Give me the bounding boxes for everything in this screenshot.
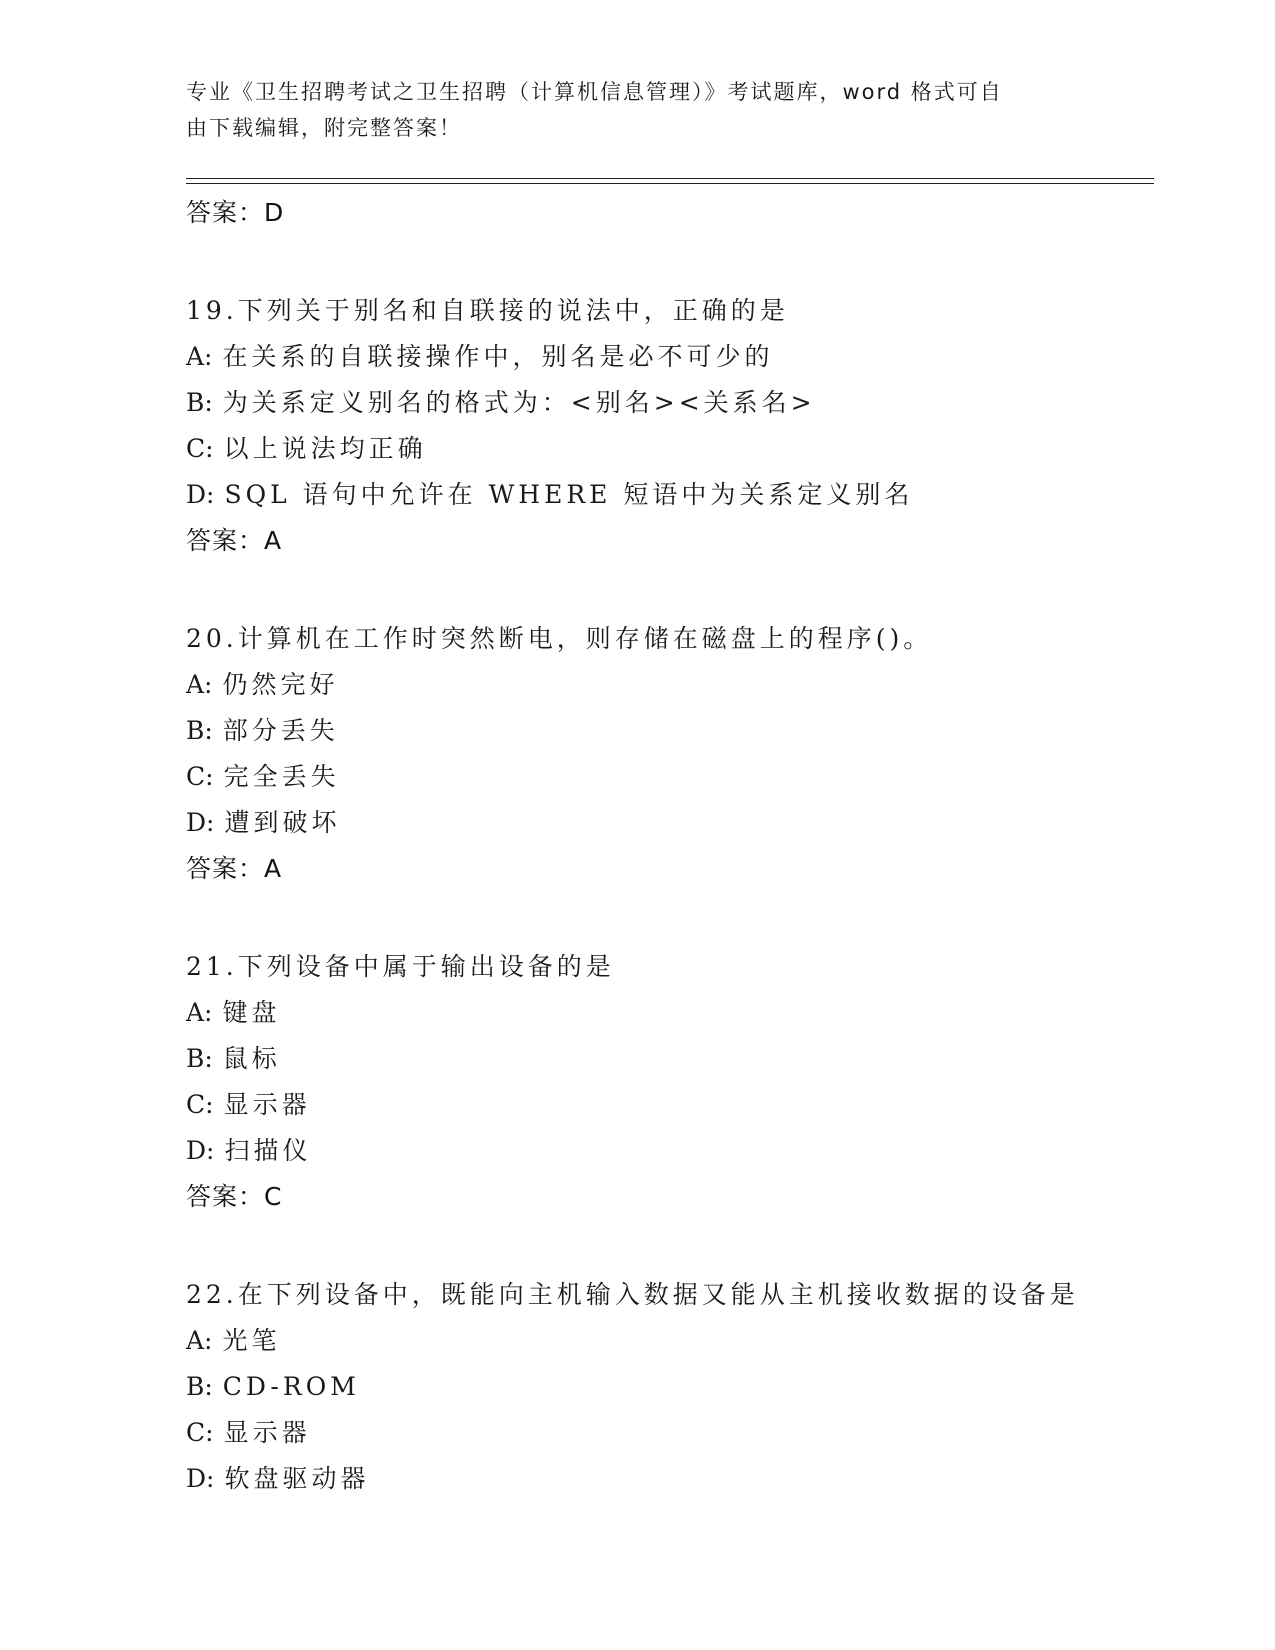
header-line-2: 由下载编辑，附完整答案！ bbox=[186, 116, 462, 140]
option-label: A: bbox=[186, 342, 213, 371]
option-text: 显示器 bbox=[223, 1418, 311, 1447]
question-21 bbox=[186, 944, 1154, 1220]
option-c bbox=[186, 754, 1154, 800]
option-a bbox=[186, 1318, 1154, 1364]
option-label: D: bbox=[186, 1136, 215, 1165]
option-d bbox=[186, 1128, 1154, 1174]
option-b bbox=[186, 380, 1154, 426]
document-header bbox=[186, 74, 1066, 146]
question-stem: 19.下列关于别名和自联接的说法中，正确的是 bbox=[186, 296, 789, 325]
header-divider-bottom bbox=[186, 183, 1154, 184]
option-text: 以上说法均正确 bbox=[223, 434, 427, 463]
option-text: 仍然完好 bbox=[222, 670, 339, 699]
question-stem: 21.下列设备中属于输出设备的是 bbox=[186, 952, 615, 981]
option-b bbox=[186, 1036, 1154, 1082]
option-text: 软盘驱动器 bbox=[224, 1464, 370, 1493]
option-label: B: bbox=[186, 716, 213, 745]
question-19 bbox=[186, 288, 1154, 564]
option-b bbox=[186, 1364, 1154, 1410]
question-stem: 20.计算机在工作时突然断电，则存储在磁盘上的程序()。 bbox=[186, 624, 933, 653]
option-label: D: bbox=[186, 480, 215, 509]
option-text: 在关系的自联接操作中，别名是必不可少的 bbox=[222, 342, 774, 371]
option-label: B: bbox=[186, 388, 213, 417]
option-text: 为关系定义别名的格式为：<别名><关系名> bbox=[222, 388, 816, 417]
option-text: 完全丢失 bbox=[223, 762, 340, 791]
option-label: C: bbox=[186, 434, 214, 463]
option-text: CD-ROM bbox=[222, 1372, 360, 1401]
option-label: C: bbox=[186, 1418, 214, 1447]
option-text: SQL 语句中允许在 WHERE 短语中为关系定义别名 bbox=[224, 480, 914, 509]
answer-line: 答案：C bbox=[186, 1182, 283, 1211]
option-d bbox=[186, 1456, 1154, 1502]
option-label: B: bbox=[186, 1044, 213, 1073]
option-text: 显示器 bbox=[223, 1090, 311, 1119]
question-20 bbox=[186, 616, 1154, 892]
option-label: C: bbox=[186, 762, 214, 791]
option-d bbox=[186, 472, 1154, 518]
option-a bbox=[186, 334, 1154, 380]
option-c bbox=[186, 426, 1154, 472]
option-b bbox=[186, 708, 1154, 754]
document-body bbox=[186, 190, 1154, 1502]
option-label: A: bbox=[186, 1326, 213, 1355]
option-label: B: bbox=[186, 1372, 213, 1401]
option-label: A: bbox=[186, 998, 213, 1027]
header-line-1: 专业《卫生招聘考试之卫生招聘（计算机信息管理）》考试题库，word 格式可自 bbox=[186, 80, 1003, 104]
answer-line: 答案：D bbox=[186, 198, 285, 227]
question-stem: 22.在下列设备中，既能向主机输入数据又能从主机接收数据的设备是 bbox=[186, 1280, 1079, 1309]
option-text: 键盘 bbox=[222, 998, 281, 1027]
option-a bbox=[186, 990, 1154, 1036]
question-22 bbox=[186, 1272, 1154, 1502]
option-text: 扫描仪 bbox=[224, 1136, 312, 1165]
header-divider-top bbox=[186, 178, 1154, 179]
option-a bbox=[186, 662, 1154, 708]
answer-line: 答案：A bbox=[186, 526, 283, 555]
option-label: D: bbox=[186, 1464, 215, 1493]
option-text: 鼠标 bbox=[222, 1044, 281, 1073]
option-text: 光笔 bbox=[222, 1326, 281, 1355]
option-d bbox=[186, 800, 1154, 846]
option-text: 遭到破坏 bbox=[224, 808, 341, 837]
option-label: C: bbox=[186, 1090, 214, 1119]
option-label: D: bbox=[186, 808, 215, 837]
option-c bbox=[186, 1410, 1154, 1456]
option-c bbox=[186, 1082, 1154, 1128]
option-label: A: bbox=[186, 670, 213, 699]
answer-line: 答案：A bbox=[186, 854, 283, 883]
option-text: 部分丢失 bbox=[222, 716, 339, 745]
